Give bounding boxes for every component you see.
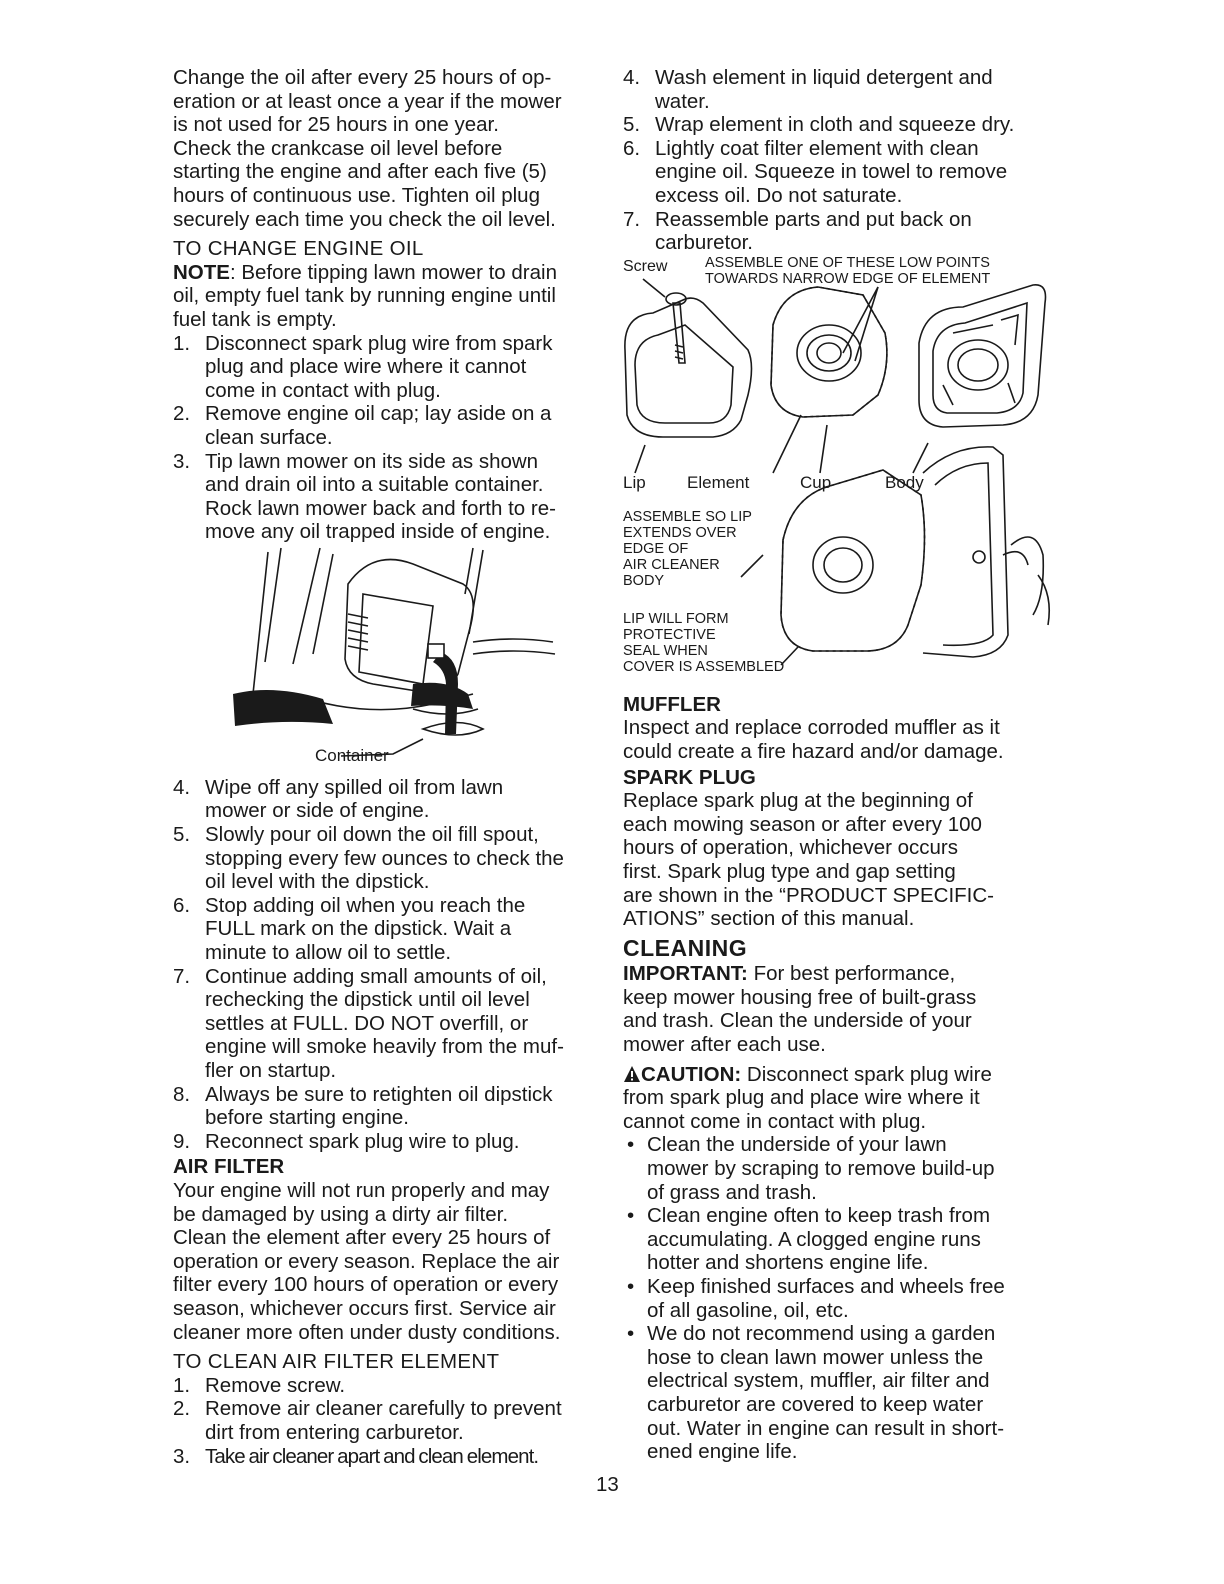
body-label: Body <box>885 472 924 492</box>
clean-air-filter-steps <box>173 1374 603 1468</box>
screw-label: Screw <box>623 257 668 275</box>
air-filter-exploded-drawing <box>623 255 1055 691</box>
list-item: 2. Remove engine oil cap; lay aside on a clean surface. <box>173 402 552 449</box>
list-item: 4. Wipe off any spilled oil from lawn mower or side of engine. <box>173 775 504 823</box>
list-item: 8. Always be sure to retighten oil dipstick before starting engine. <box>173 1082 553 1130</box>
list-item: • Keep finished surfaces and wheels free of all gasoline, oil, etc. <box>627 1275 1005 1322</box>
spark-plug-heading: SPARK PLUG <box>623 765 756 789</box>
list-item: 1. Disconnect spark plug wire from spark plug and place wire where it cannot come in contact with plug. <box>173 331 553 402</box>
change-oil-steps <box>173 332 603 544</box>
muffler-paragraph: Inspect and replace corroded muffler as it could create a fire hazard and/or damage. <box>623 716 1004 763</box>
list-item: 3. Tip lawn mower on its side as shown and drain oil into a suitable container. Rock lawn mower back and forth to re- move any oil trapped inside of engine. <box>173 449 556 544</box>
clean-air-filter-heading: TO CLEAN AIR FILTER ELEMENT <box>173 1350 500 1374</box>
lip-label: Lip <box>623 472 646 492</box>
assemble-lip-line-5: BODY <box>623 572 665 589</box>
intro-paragraph: Change the oil after every 25 hours of op- eration or at least once a year if the mower is not used for 25 hours in one year. Check the crankcase oil level before starting the engine and after each five (5) hours of continuous use. Tighten oil plug securely each time you check the oil level. <box>173 66 562 231</box>
oil-drain-illustration <box>173 544 603 776</box>
air-filter-paragraph: Your engine will not run properly and may be damaged by using a dirty air filter. Clean the element after every 25 hours of operation or every season. Replace the air filter every 100 hours of operation or every season, whichever occurs first. Service air cleaner more often under dusty conditions. <box>173 1178 561 1344</box>
clean-air-filter-steps-continued <box>623 66 1055 255</box>
container-label: Container <box>315 745 389 765</box>
important-paragraph: IMPORTANT: For best performance, keep mower housing free of built-grass and trash. Clean the underside of your mower after each use. <box>623 962 977 1057</box>
assemble-low-points-label-2: TOWARDS NARROW EDGE OF ELEMENT <box>705 270 991 287</box>
element-label: Element <box>687 472 750 492</box>
list-item: 6. Stop adding oil when you reach the FULL mark on the dipstick. Wait a minute to allow oil to settle. <box>173 893 526 965</box>
assemble-low-points-label: ASSEMBLE ONE OF THESE LOW POINTS <box>705 254 990 271</box>
list-item: • Clean the underside of your lawn mower by scraping to remove build-up of grass and trash. <box>627 1133 995 1204</box>
air-filter-heading: AIR FILTER <box>173 1155 285 1179</box>
list-item: 5. Slowly pour oil down the oil fill spout, stopping every few ounces to check the oil level with the dipstick. <box>173 823 564 894</box>
spark-plug-paragraph: Replace spark plug at the beginning of each mowing season or after every 100 hours of operation, whichever occurs first. Spark plug type and gap setting are shown in the “PRODUCT SPECIFIC- ATIONS” section of this manual. <box>623 789 995 931</box>
change-oil-heading: TO CHANGE ENGINE OIL <box>173 237 424 261</box>
left-column <box>173 66 603 1468</box>
list-item: 9. Reconnect spark plug wire to plug. <box>173 1129 520 1153</box>
muffler-heading: MUFFLER <box>623 692 721 716</box>
cleaning-bullets <box>623 1133 1055 1463</box>
note-paragraph: NOTE: Before tipping lawn mower to drain oil, empty fuel tank by running engine until fuel tank is empty. <box>173 260 557 331</box>
list-item: 2. Remove air cleaner carefully to prevent dirt from entering carburetor. <box>173 1397 562 1444</box>
list-item: 5. Wrap element in cloth and squeeze dry. <box>623 113 1015 137</box>
assemble-lip-line-3: EDGE OF <box>623 540 689 557</box>
lip-seal-line-1: LIP WILL FORM <box>623 610 729 627</box>
mower-tipped-drawing <box>173 544 603 776</box>
list-item: • Clean engine often to keep trash from accumulating. A clogged engine runs hotter and shortens engine life. <box>627 1204 991 1275</box>
lip-seal-line-2: PROTECTIVE <box>623 626 716 643</box>
right-column <box>623 66 1055 1464</box>
list-item: • We do not recommend using a garden hose to clean lawn mower unless the electrical system, muffler, air filter and carburetor are covered to keep water out. Water in engine can result in short- ened engine life. <box>627 1322 1005 1464</box>
cleaning-heading: CLEANING <box>623 934 748 961</box>
cup-label: Cup <box>800 472 832 492</box>
list-item: 7. Reassemble parts and put back on carburetor. <box>623 207 972 255</box>
list-item: 1. Remove screw. <box>173 1373 346 1397</box>
lip-seal-line-3: SEAL WHEN <box>623 642 708 659</box>
list-item: 6. Lightly coat filter element with clean engine oil. Squeeze in towel to remove excess oil. Do not saturate. <box>623 136 1008 207</box>
list-item: 7. Continue adding small amounts of oil, rechecking the dipstick until oil level settles at FULL. DO NOT overfill, or engine will smoke heavily from the muf- fler on startup. <box>173 964 564 1082</box>
list-item: 3. Take air cleaner apart and clean element. <box>173 1444 539 1468</box>
air-filter-illustration <box>623 255 1055 691</box>
lip-seal-line-4: COVER IS ASSEMBLED <box>623 658 785 675</box>
assemble-lip-line-2: EXTENDS OVER <box>623 524 737 541</box>
assemble-lip-line-1: ASSEMBLE SO LIP <box>623 508 752 525</box>
list-item: 4. Wash element in liquid detergent and water. <box>623 66 993 113</box>
assemble-lip-line-4: AIR CLEANER <box>623 556 720 573</box>
refill-oil-steps <box>173 776 603 1154</box>
warning-icon <box>623 1065 641 1083</box>
caution-paragraph: CAUTION: Disconnect spark plug wire from spark plug and place wire where it cannot come in contact with plug. <box>623 1062 992 1133</box>
page-number: 13 <box>596 1473 619 1496</box>
